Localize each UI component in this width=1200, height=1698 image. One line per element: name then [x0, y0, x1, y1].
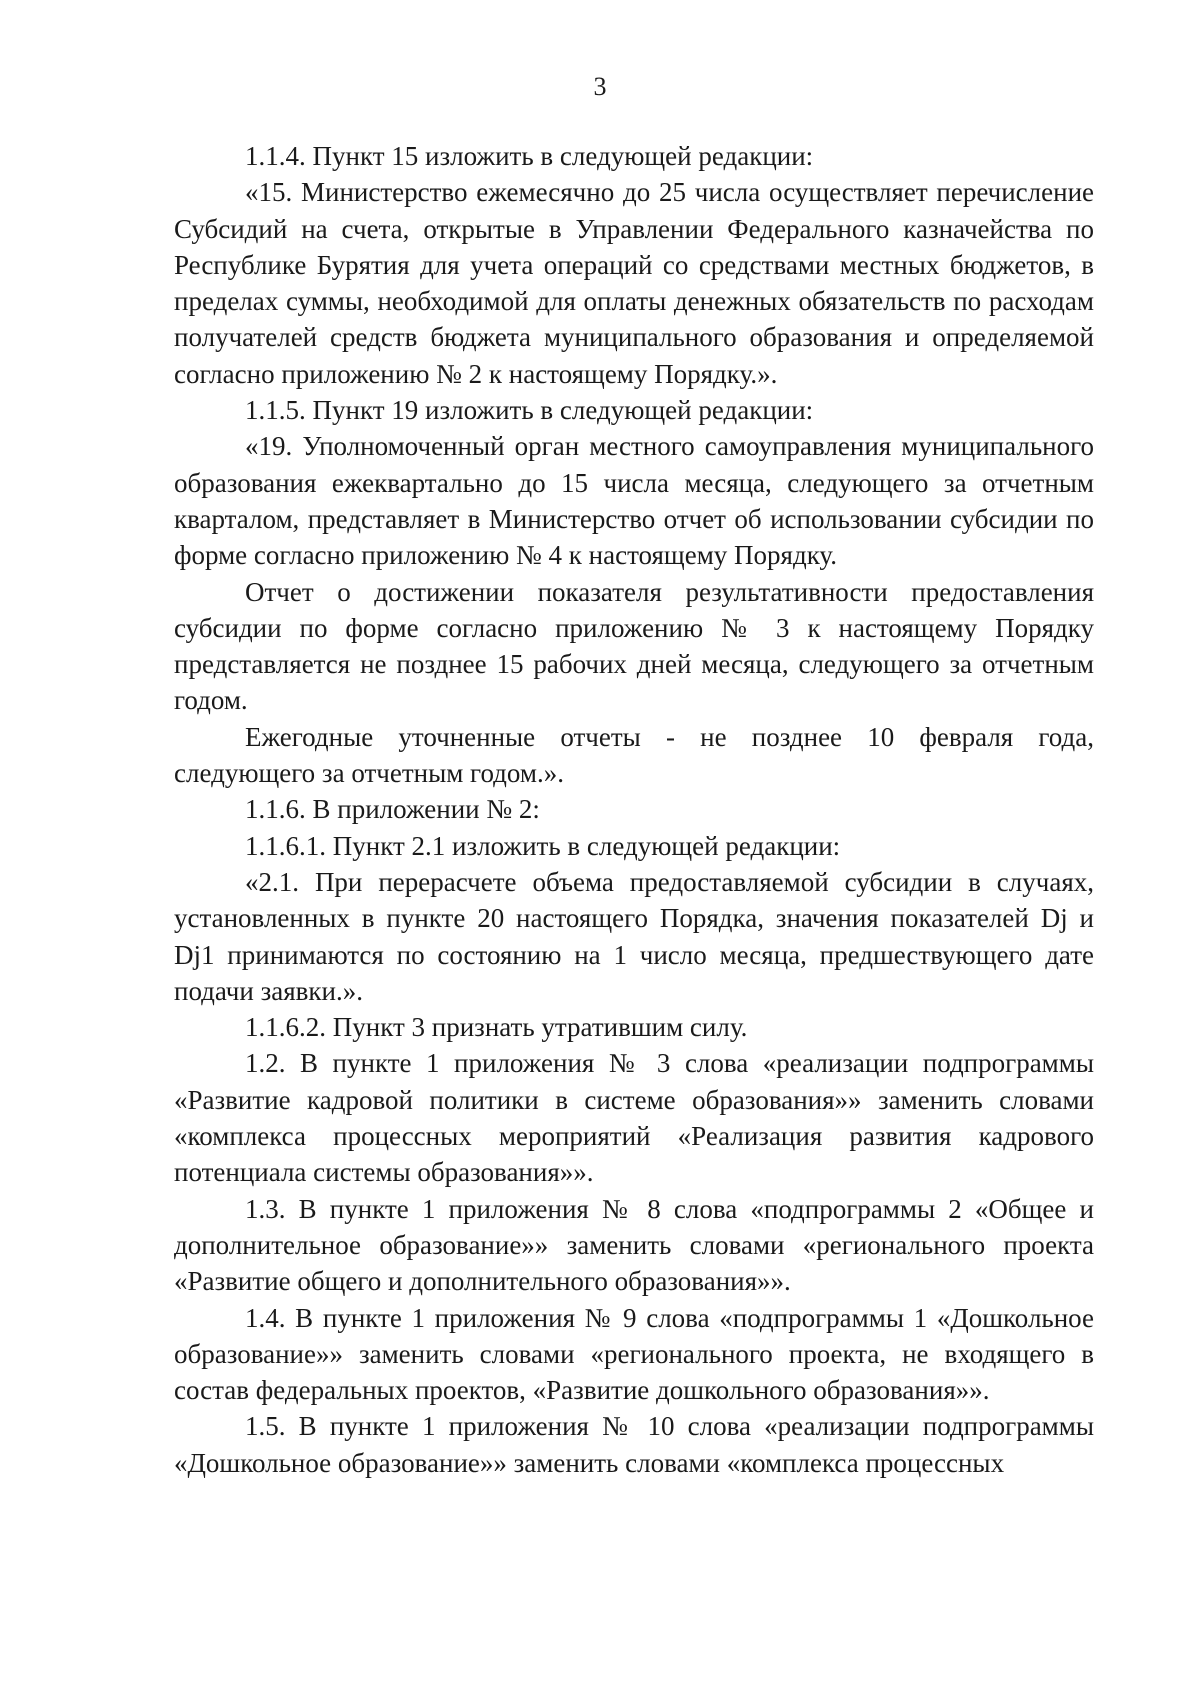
paragraph-1-1-4: 1.1.4. Пункт 15 изложить в следующей редакции: — [245, 141, 814, 171]
paragraph-1-4: 1.4. В пункте 1 приложения № 9 слова «подпрограммы 1 «Дошкольное образование»» заменить словами «регионального проекта, не входящего в состав федеральных проектов, «Развитие дошкольного образования»». — [174, 1302, 1094, 1406]
paragraph-1-5: 1.5. В пункте 1 приложения № 10 слова «реализации подпрограммы «Дошкольное образование»» заменить словами «комплекса процессных — [174, 1411, 1094, 1478]
paragraph-item-15-text: «15. Министерство ежемесячно до 25 числа осуществляет перечисление Субсидий на счета, открытые в Управлении Федерального казначейства по Республике Бурятия для учета операций со средствами местных бюджетов, в пределах суммы, необходимой для оплаты денежных обязательств по расходам получателей средств бюджета муниципального образования и определяемой согласно приложению № 2 к настоящему Порядку.». — [174, 177, 1094, 389]
paragraph-1-1-5: 1.1.5. Пункт 19 изложить в следующей редакции: — [245, 395, 814, 426]
paragraph-item-19-text: «19. Уполномоченный орган местного самоуправления муниципального образования ежеквартально до 15 числа месяца, следующего за отчетным кварталом, представляет в Министерство отчет об использовании субсидии по форме согласно приложению № 4 к настоящему Порядку. — [174, 431, 1094, 571]
paragraph-1-1-6-2: 1.1.6.2. Пункт 3 признать утратившим силу. — [245, 1012, 748, 1043]
paragraph-report-indicator: Отчет о достижении показателя результативности предоставления субсидии по форме согласно приложению № 3 к настоящему Порядку представляется не позднее 15 рабочих дней месяца, следующего за отчетным годом. — [174, 576, 1094, 716]
document-body — [174, 138, 1094, 1481]
paragraph-1-2: 1.2. В пункте 1 приложения № 3 слова «реализации подпрограммы «Развитие кадровой политики в системе образования»» заменить словами «комплекса процессных мероприятий «Реализация развития кадрового потенциала системы образования»». — [174, 1048, 1094, 1188]
paragraph-1-3: 1.3. В пункте 1 приложения № 8 слова «подпрограммы 2 «Общее и дополнительное образование»» заменить словами «регионального проекта «Развитие общего и дополнительного образования»». — [174, 1193, 1094, 1297]
page-number: 3 — [593, 72, 607, 101]
paragraph-1-1-6-1: 1.1.6.1. Пункт 2.1 изложить в следующей редакции: — [245, 830, 841, 861]
paragraph-item-2-1-text: «2.1. При перерасчете объема предоставляемой субсидии в случаях, установленных в пункте 20 настоящего Порядка, значения показателей Dj и Dj1 принимаются по состоянию на 1 число месяца, предшествующего дате подачи заявки.». — [174, 866, 1094, 1006]
paragraph-1-1-6: 1.1.6. В приложении № 2: — [245, 794, 540, 825]
paragraph-annual-reports: Ежегодные уточненные отчеты - не позднее 10 февраля года, следующего за отчетным годом.». — [174, 721, 1094, 789]
